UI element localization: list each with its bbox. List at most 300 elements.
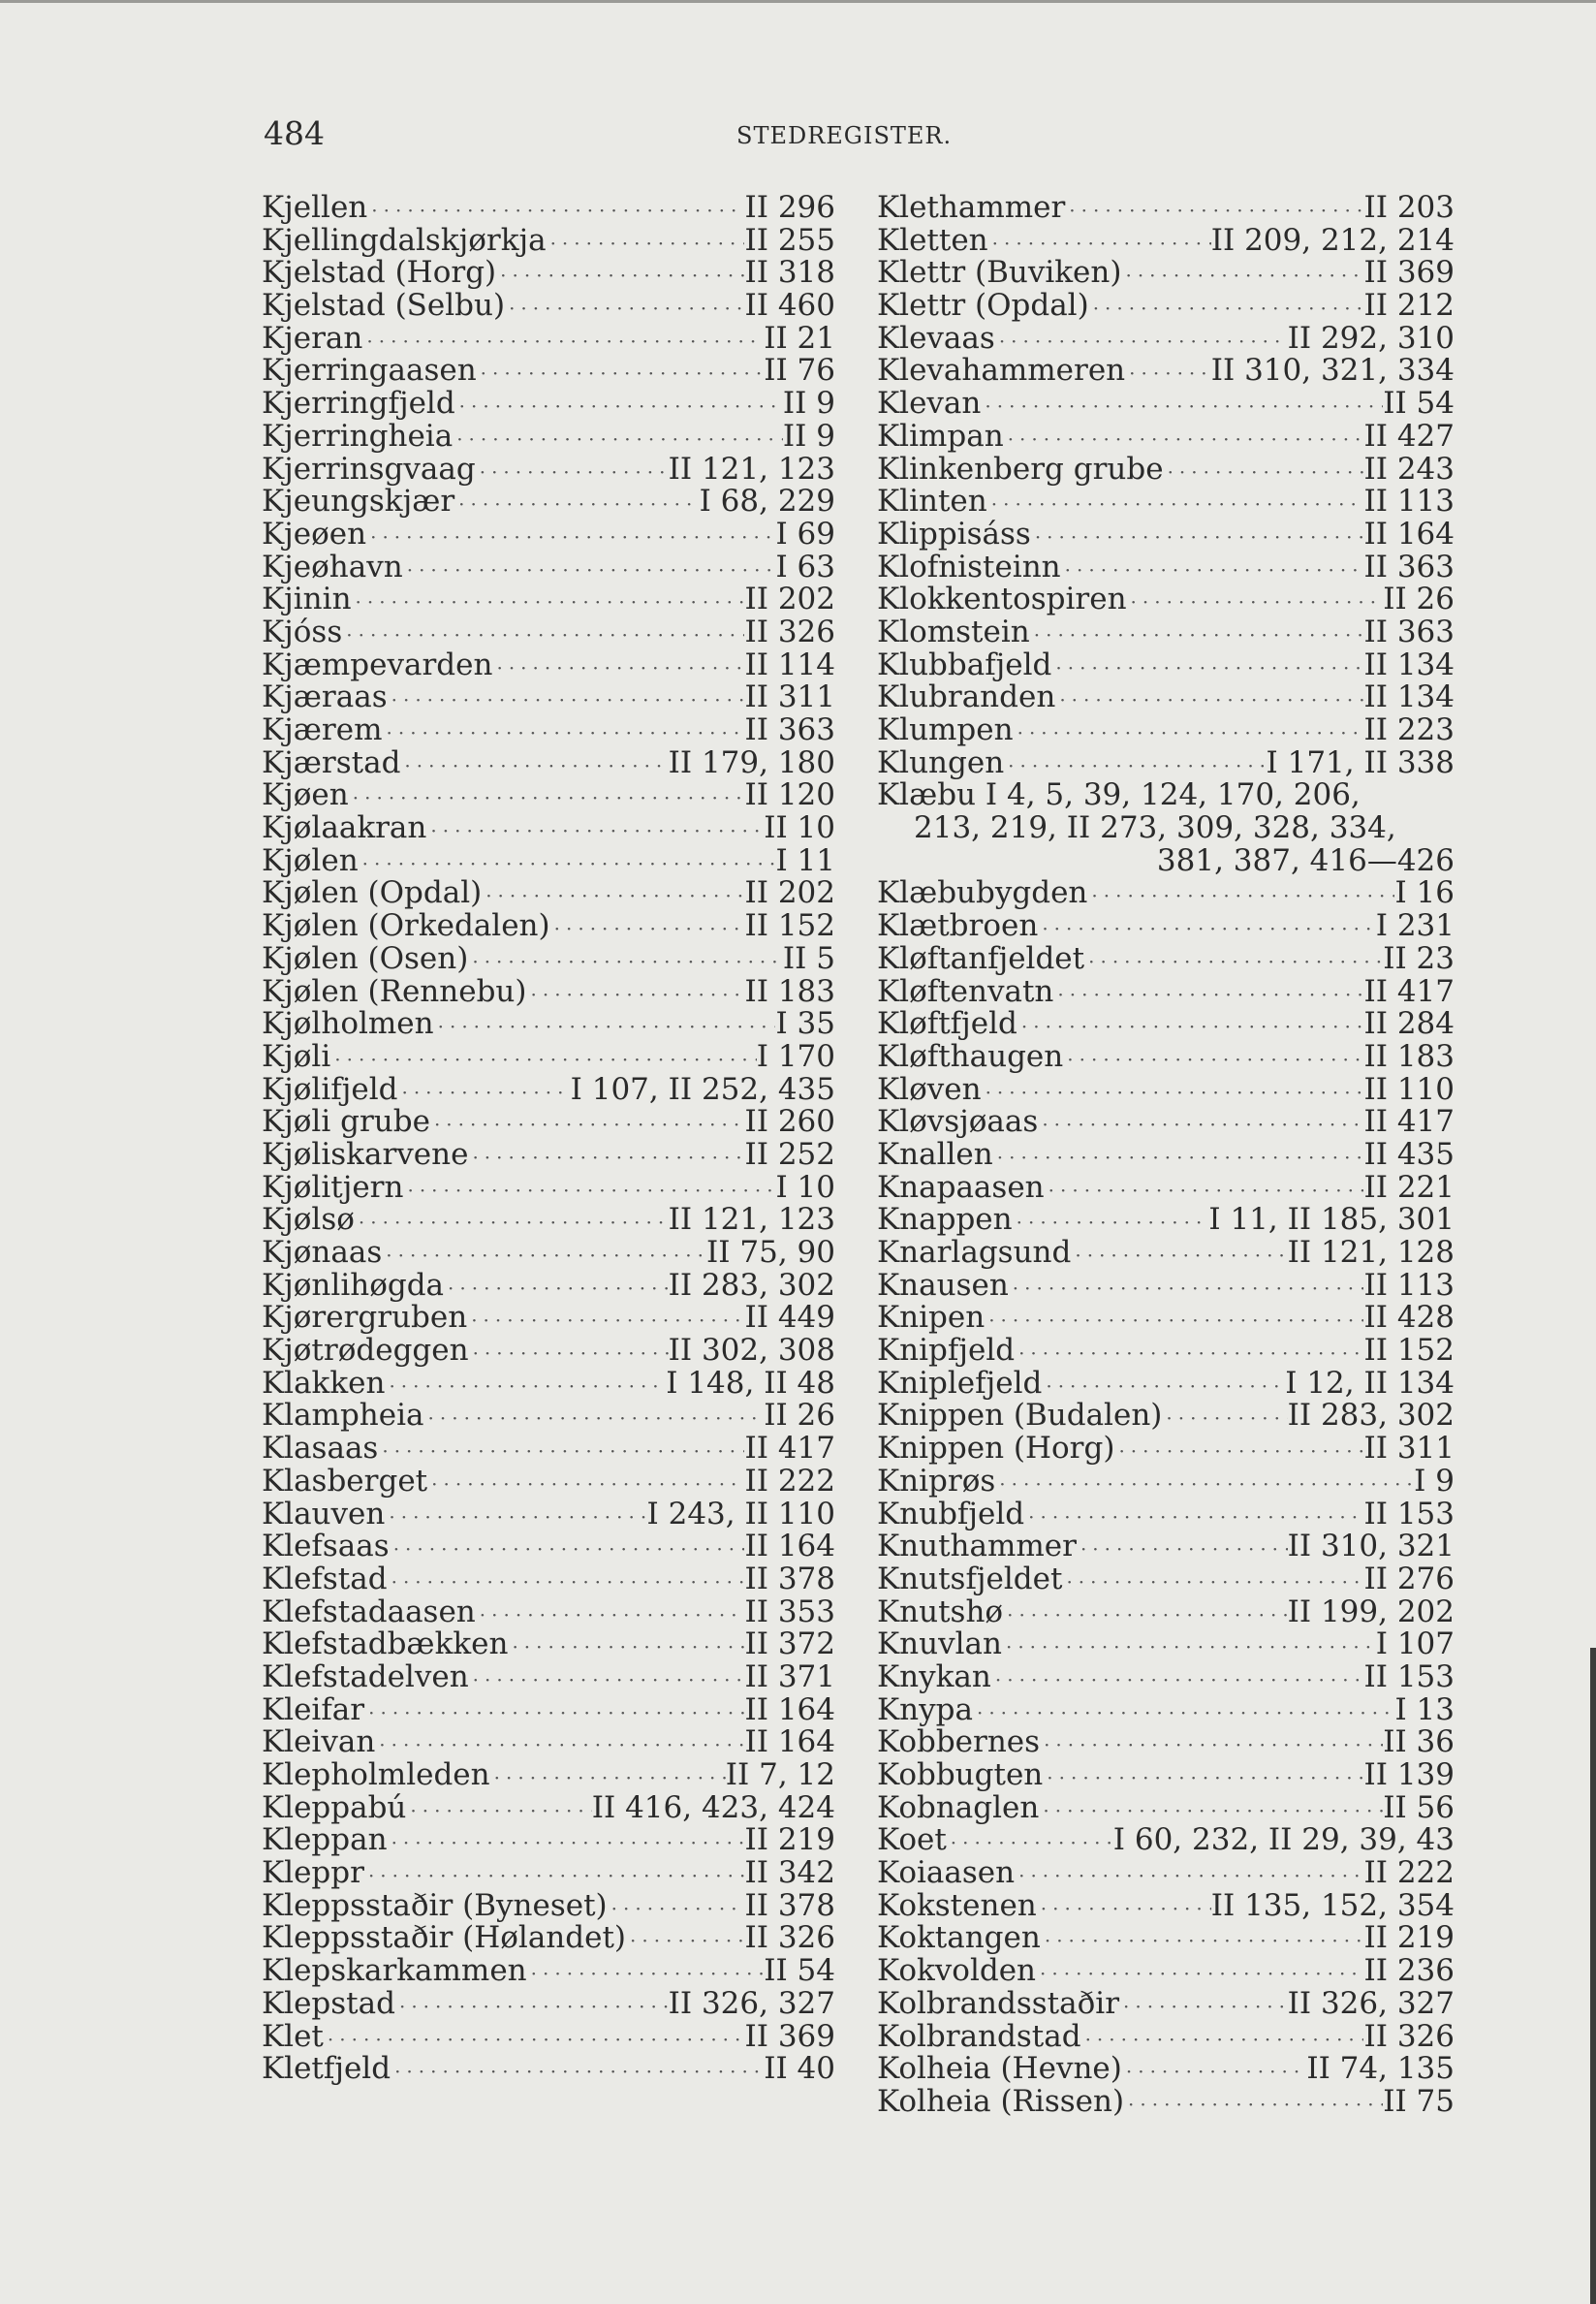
entry-reference: II 134 [1363,648,1455,682]
dot-leader [444,1273,669,1303]
entry-reference: II 283, 302 [668,1269,835,1303]
entry-name: Klakken [262,1367,386,1401]
dot-leader [1062,1566,1363,1596]
entry-reference: II 236 [1363,1955,1455,1988]
entry-name: Klætbroen [877,910,1039,943]
entry-name: Klepholmleden [262,1759,490,1792]
index-entry [262,2021,835,2054]
index-entry [877,421,1455,454]
entry-name: Kjølsø [262,1204,355,1237]
entry-reference: II 223 [1363,714,1455,747]
entry-reference: II 121, 123 [668,453,835,487]
index-entry [877,1139,1455,1172]
entry-reference: II 202 [744,584,835,616]
dot-leader [362,326,764,356]
dot-leader [426,815,764,845]
entry-name: Kjóss [262,615,343,649]
dot-leader [454,489,699,519]
index-entry [262,1008,835,1041]
entry-name: Klubbafjeld [877,648,1052,682]
entry-name: Koiaasen [877,1857,1016,1890]
entry-reference: II 40 [764,2053,835,2086]
entry-reference: II 54 [1383,388,1455,421]
entry-reference: I 9 [1414,1465,1455,1499]
index-entry [262,714,835,747]
entry-reference: II 371 [744,1660,835,1694]
entry-reference: II 310, 321 [1287,1531,1455,1563]
entry-name: Kjerringaasen [262,355,477,389]
index-entry [877,1172,1455,1205]
index-entry [877,1857,1455,1890]
entry-name: Kobbugten [877,1759,1044,1792]
entry-name: Kjørergruben [262,1302,468,1336]
entry-name: Kolbrandstad [877,2020,1081,2054]
index-entry [262,388,835,421]
index-entry [262,2053,835,2086]
entry-name: Kjerringfjeld [262,388,455,421]
entry-name: Knapaasen [877,1171,1045,1205]
entry-name: Kleppabú [262,1791,407,1825]
dot-leader [490,1762,726,1792]
index-entry [262,1792,835,1825]
entry-name: Knippen (Budalen) [877,1400,1163,1434]
entry-name: Klet [262,2020,324,2054]
entry-reference: II 417 [1363,975,1455,1009]
entry-name: Kjøen [262,779,349,813]
entry-name: Klippisáss [877,518,1031,552]
entry-reference: II 435 [1363,1138,1455,1172]
entry-name: Knutsfjeldet [877,1562,1063,1596]
index-entry [262,1237,835,1270]
index-entry [877,1988,1455,2021]
index-entry [262,552,835,584]
index-entry [262,1172,835,1205]
dot-leader [395,1991,669,2021]
entry-reference: II 283, 302 [1287,1400,1455,1434]
dot-leader [469,1664,745,1694]
dot-leader [427,1468,744,1499]
entry-reference: I 231 [1375,910,1455,943]
index-entry [262,486,835,519]
entry-name: Kløven [877,1073,982,1107]
entry-name: Kobbernes [877,1726,1041,1759]
dot-leader [364,1697,744,1727]
index-entry [262,584,835,616]
entry-name: Kjeøen [262,518,367,552]
entry-name: Knappen [877,1204,1013,1237]
entry-reference: I 13 [1394,1693,1455,1727]
entry-name: Klasaas [262,1433,379,1466]
entry-reference: II 326, 327 [668,1987,835,2021]
entry-name: Kjølen (Osen) [262,942,469,976]
dot-leader [1003,1599,1288,1629]
entry-reference: I 68, 229 [699,486,835,519]
dot-leader [455,391,783,421]
dot-leader [492,652,744,682]
index-entry [262,1302,835,1335]
dot-leader [378,1436,744,1466]
dot-leader [1124,2089,1383,2119]
entry-name: Kjøli grube [262,1106,430,1139]
dot-leader [434,1011,776,1041]
entry-name: Klepstad [262,1987,395,2021]
entry-name: Klokkentospiren [877,584,1127,616]
entry-name: Knausen [877,1269,1009,1303]
index-entry [877,714,1455,747]
entry-reference: II 284 [1363,1008,1455,1041]
entry-name: Kleivan [262,1726,376,1759]
index-entry [262,519,835,552]
dot-leader [430,1109,745,1139]
dot-leader [400,750,668,780]
dot-leader [1063,1044,1363,1074]
entry-name: Klefsaas [262,1531,390,1563]
entry-reference: I 10 [775,1171,835,1205]
entry-name: Klevahammeren [877,355,1126,389]
index-entry [262,845,835,878]
index-entry [262,1563,835,1596]
entry-name: Kobnaglen [877,1791,1040,1825]
entry-reference: II 36 [1383,1726,1455,1759]
entry-reference: II 74, 135 [1306,2053,1455,2086]
entry-reference: II 209, 212, 214 [1210,224,1455,258]
index-entry [262,877,835,910]
entry-reference: II 311 [744,681,835,714]
entry-name: Klinten [877,486,987,519]
entry-name: Kjæraas [262,681,388,714]
index-entry [262,649,835,682]
entry-reference: II 378 [744,1889,835,1923]
dot-leader [375,1729,744,1759]
entry-name: Klauven [262,1498,386,1531]
entry-name: Kløftfjeld [877,1008,1017,1041]
dot-leader [1061,554,1364,584]
index-entry [877,323,1455,356]
dot-leader [1013,1207,1209,1237]
entry-reference: II 152 [744,910,835,943]
dot-leader [1077,1533,1288,1563]
entry-reference: II 26 [1383,584,1455,616]
entry-name: Kolheia (Rissen) [877,2085,1125,2119]
dot-leader [496,260,744,290]
entry-name: Kjelstad (Selbu) [262,290,506,323]
entry-name: Kletfjeld [262,2053,391,2086]
entry-name: Klevaas [877,322,995,356]
index-entry [877,1499,1455,1531]
entry-reference: I 35 [775,1008,835,1041]
entry-name: Klubranden [877,681,1056,714]
entry-name: Kjølen (Opdal) [262,877,483,911]
entry-name: Kjellingdalskjørkja [262,224,547,258]
dot-leader [1017,1011,1364,1041]
dot-leader [359,848,776,878]
dot-leader [995,1468,1414,1499]
entry-name: Kjerrinsgvaag [262,453,476,487]
entry-reference: II 326 [744,615,835,649]
dot-leader [1162,1403,1287,1433]
entry-reference: II 110 [1363,1073,1455,1107]
index-entry [262,681,835,714]
dot-leader [476,1599,745,1629]
entry-name: Kokstenen [877,1889,1037,1923]
entry-reference: II 121, 128 [1287,1237,1455,1270]
entry-reference: II 26 [764,1400,835,1434]
entry-name: Kleppsstaðir (Hølandet) [262,1922,627,1956]
dot-leader [342,619,744,649]
entry-reference: II 363 [1363,551,1455,584]
dot-leader [1055,684,1363,714]
dot-leader [987,489,1364,519]
dot-leader [468,946,783,976]
index-entry [877,519,1455,552]
dot-leader [1089,293,1364,323]
entry-name: Kjeran [262,322,363,356]
entry-reference: II 427 [1363,420,1455,454]
dot-leader [1041,1925,1364,1955]
entry-reference: II 363 [1363,615,1455,649]
dot-leader [1009,1273,1364,1303]
index-entry [877,1106,1455,1139]
page-right-edge [1590,1648,1596,2304]
dot-leader [367,195,744,225]
dot-leader [1121,260,1363,290]
entry-reference: I 148, II 48 [666,1367,835,1401]
entry-reference: II 212 [1363,290,1455,323]
entry-reference: I 107 [1375,1628,1455,1661]
dot-leader [1004,424,1364,454]
entry-reference: I 60, 232, II 29, 39, 43 [1112,1824,1455,1858]
entry-name: Kjølifjeld [262,1073,398,1107]
index-entry [877,649,1455,682]
entry-reference: II 113 [1363,1269,1455,1303]
entry-reference: II 164 [744,1693,835,1727]
index-entry [262,1499,835,1531]
entry-name: Kleppr [262,1857,364,1890]
entry-name: 213, 219, II 273, 309, 328, 334, [914,812,1396,845]
entry-name: Knuthammer [877,1531,1077,1563]
dot-leader [626,1925,744,1955]
entry-reference: II 292, 310 [1287,322,1455,356]
entry-name: Kjølaakran [262,812,427,845]
dot-leader [477,358,765,388]
index-entry [877,225,1455,258]
index-entry [262,1694,835,1727]
entry-name: Knubfjeld [877,1498,1025,1531]
entry-reference: I 11 [775,844,835,878]
dot-leader [469,1338,669,1368]
entry-reference: II 199, 202 [1287,1595,1455,1629]
entry-reference: I 63 [775,551,835,584]
entry-name: Kløftanfjeldet [877,942,1085,976]
index-entry [877,1922,1455,1955]
entry-name: Kletten [877,224,988,258]
dot-leader [1024,1501,1363,1531]
index-entry [877,1759,1455,1792]
index-entry [262,225,835,258]
index-entry [877,290,1455,323]
entry-reference: II 417 [1363,1106,1455,1139]
index-entry [877,616,1455,649]
dot-leader [355,1207,669,1237]
index-entry [877,1955,1455,1988]
dot-leader [406,1795,591,1825]
entry-reference: II 135, 152, 354 [1210,1889,1455,1923]
entry-name: Koet [877,1824,947,1858]
dot-leader [1081,2024,1364,2054]
entry-name: Kjønaas [262,1237,383,1270]
dot-leader [526,979,744,1009]
entry-name: Kjølen [262,844,359,878]
dot-leader [988,228,1211,258]
index-entry [262,812,835,845]
entry-reference: II 222 [1363,1857,1455,1890]
entry-name: Knipfjeld [877,1335,1016,1368]
dot-leader [1043,1762,1363,1792]
entry-reference: II 219 [744,1824,835,1858]
entry-reference: II 120 [744,779,835,813]
dot-leader [1087,880,1394,910]
entry-reference: I 12, II 134 [1285,1367,1455,1401]
index-entry [262,1204,835,1237]
entry-name: Koktangen [877,1922,1041,1956]
entry-name: Kniplefjeld [877,1367,1043,1401]
index-entry [877,812,1455,845]
index-entry [877,943,1455,976]
entry-name: Klomstein [877,615,1030,649]
index-entry [262,616,835,649]
entry-reference: II 318 [744,257,835,291]
index-entry [877,552,1455,584]
entry-reference: II 23 [1383,942,1455,976]
dot-leader [1004,750,1266,780]
dot-leader [550,913,745,943]
dot-leader [403,1175,775,1205]
entry-reference: II 5 [782,942,835,976]
entry-name: Kleppan [262,1824,388,1858]
index-entry [262,257,835,290]
entry-name: Kleppsstaðir (Byneset) [262,1889,608,1923]
entry-reference: II 164 [744,1726,835,1759]
index-entry [877,192,1455,225]
entry-name: Kjølen (Orkedalen) [262,910,550,943]
dot-leader [1127,586,1384,616]
index-entry [262,1466,835,1499]
dot-leader [1051,652,1363,682]
entry-reference: II 302, 308 [668,1335,835,1368]
dot-leader [981,391,1383,421]
dot-leader [608,1893,745,1923]
dot-leader [1036,1958,1363,1988]
entry-reference: II 372 [744,1628,835,1661]
index-entry [877,1466,1455,1499]
entry-reference: I 11, II 185, 301 [1208,1204,1455,1237]
entry-reference: II 276 [1363,1562,1455,1596]
entry-name: Klimpan [877,420,1004,454]
entry-name: Klevan [877,388,982,421]
index-entry [877,1237,1455,1270]
dot-leader [947,1827,1113,1857]
entry-reference: II 369 [744,2020,835,2054]
dot-leader [388,1827,745,1857]
index-entry [262,290,835,323]
index-column-left [262,192,835,2086]
dot-leader [1122,2056,1306,2086]
entry-name: Klethammer [877,192,1066,225]
dot-leader [993,1142,1364,1172]
entry-reference: II 252 [744,1138,835,1172]
index-entry [262,1106,835,1139]
entry-name: Klofnisteinn [877,551,1061,584]
index-entry [877,1596,1455,1629]
dot-leader [453,424,783,454]
dot-leader [366,521,775,552]
entry-name: Kjeøhavn [262,551,403,584]
dot-leader [991,1664,1364,1694]
dot-leader [382,717,744,747]
index-entry [262,910,835,943]
dot-leader [352,586,745,616]
entry-name: Klefstad [262,1562,388,1596]
entry-name: Kjeungskjær [262,486,455,519]
entry-name: Klefstadaasen [262,1595,476,1629]
entry-reference: II 21 [764,322,835,356]
index-entry [877,976,1455,1009]
dot-leader [476,457,669,487]
entry-name: Knallen [877,1138,993,1172]
entry-name: Klæbu I 4, 5, 39, 124, 170, 206, [877,779,1361,813]
entry-reference: II 75, 90 [706,1237,835,1270]
entry-name: Knykan [877,1660,991,1694]
entry-reference: II 428 [1363,1302,1455,1336]
entry-name: Knarlagsund [877,1237,1072,1270]
index-entry [877,486,1455,519]
dot-leader [982,1077,1364,1107]
index-entry [877,1628,1455,1661]
index-entry [262,421,835,454]
index-entry [262,1335,835,1368]
entry-reference: II 310, 321, 334 [1210,355,1455,389]
index-entry [877,1204,1455,1237]
index-entry [262,1433,835,1466]
entry-name: Knypa [877,1693,973,1727]
dot-leader [1037,1893,1211,1923]
entry-reference: II 460 [744,290,835,323]
entry-name: Kjøtrødeggen [262,1335,469,1368]
index-entry [877,1368,1455,1401]
dot-leader [388,684,745,714]
entry-name: Kløvsjøaas [877,1106,1039,1139]
entry-reference: I 107, II 252, 435 [570,1073,835,1107]
index-entry [262,1041,835,1074]
entry-reference: II 113 [1363,486,1455,519]
dot-leader [1125,358,1211,388]
entry-name: Kleifar [262,1693,365,1727]
index-entry [877,1726,1455,1759]
entry-name: Klinkenberg grube [877,453,1164,487]
entry-reference: II 9 [782,388,835,421]
entry-name: Klettr (Opdal) [877,290,1089,323]
dot-leader [482,880,744,910]
dot-leader [385,1501,646,1531]
entry-reference: II 56 [1383,1791,1455,1825]
dot-leader [1114,1436,1363,1466]
entry-name: Klettr (Buviken) [877,257,1122,291]
index-entry [262,323,835,356]
index-entry [877,2053,1455,2086]
entry-reference: II 311 [1363,1433,1455,1466]
entry-reference: II 139 [1363,1759,1455,1792]
entry-reference: II 76 [764,355,835,389]
